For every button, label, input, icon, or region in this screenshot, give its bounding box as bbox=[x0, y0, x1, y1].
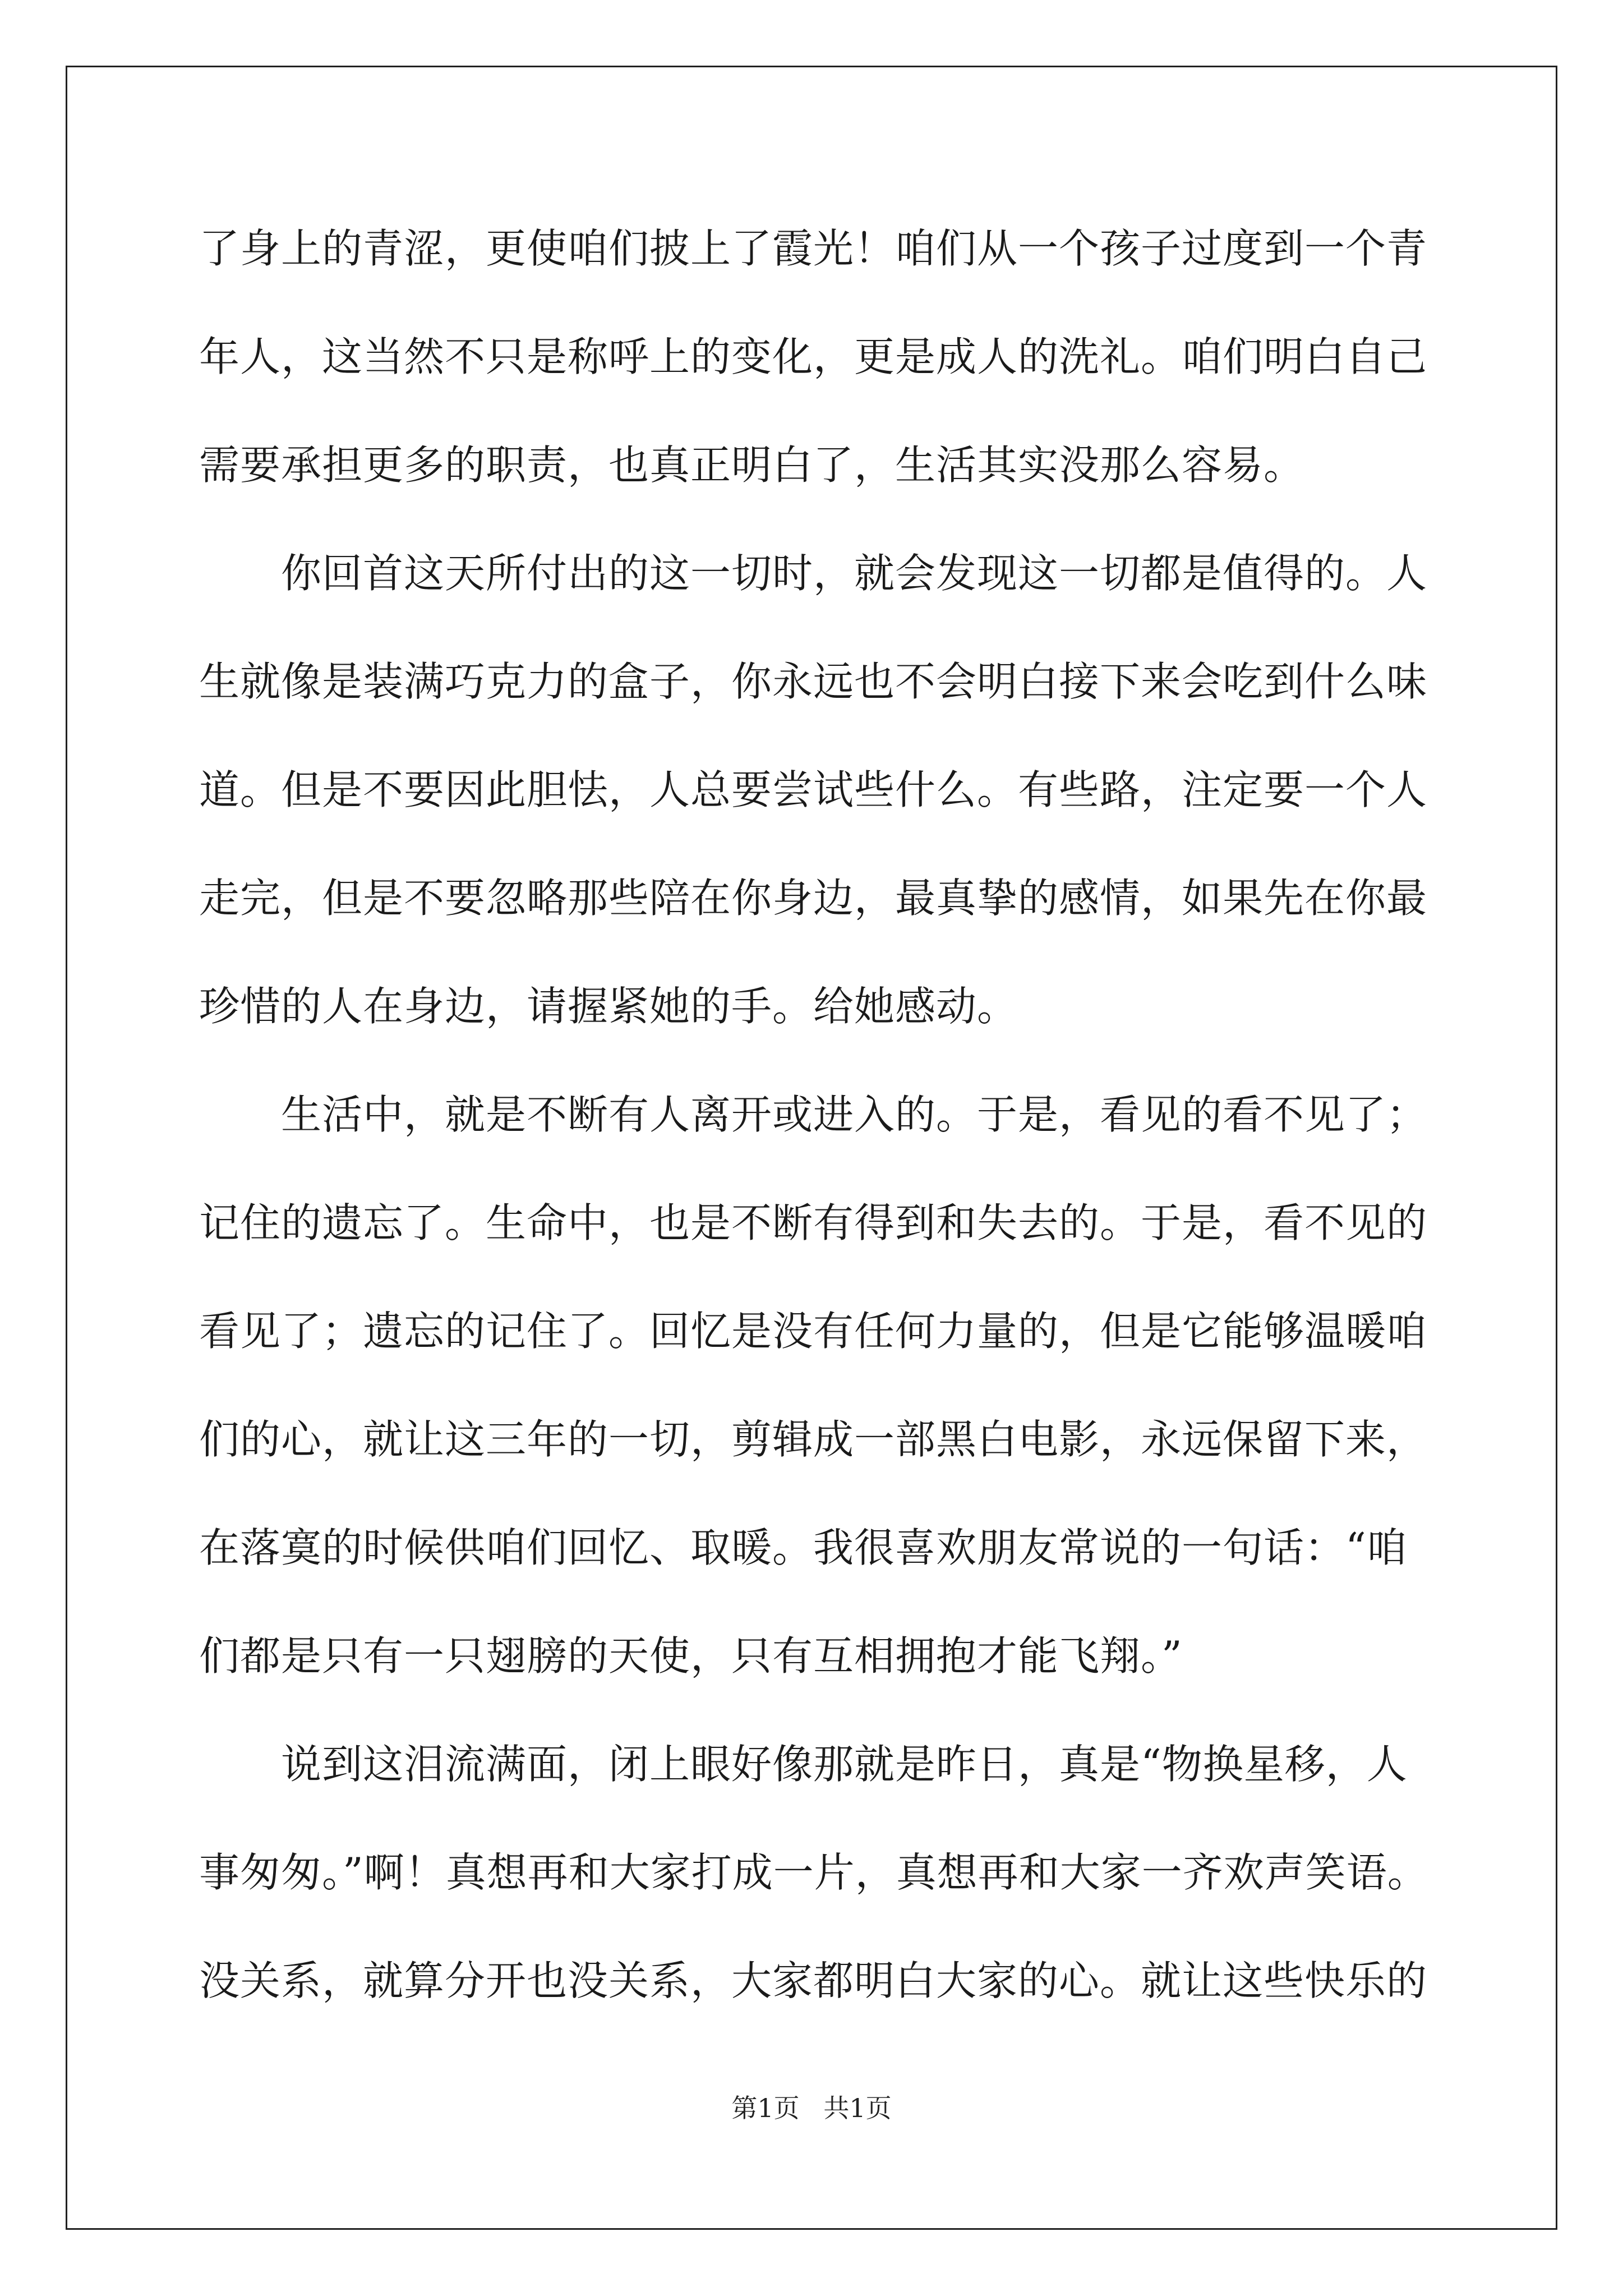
text-line: 们的心，就让这三年的一切，剪辑成一部黑白电影，永远保留下来， bbox=[199, 1416, 1428, 1463]
text-line: 了身上的青涩，更使咱们披上了霞光！咱们从一个孩子过度到一个青 bbox=[199, 225, 1428, 272]
page-number: 第1页 bbox=[731, 2093, 800, 2123]
text-line: 看见了；遗忘的记住了。回忆是没有任何力量的，但是它能够温暖咱 bbox=[199, 1308, 1428, 1355]
text-line: 们都是只有一只翅膀的天使，只有互相拥抱才能飞翔。” bbox=[199, 1632, 1183, 1680]
text-line: 事匆匆。”啊！真想再和大家打成一片，真想再和大家一齐欢声笑语。 bbox=[199, 1849, 1428, 1896]
text-line: 在落寞的时候供咱们回忆、取暖。我很喜欢朋友常说的一句话：“咱 bbox=[199, 1524, 1408, 1571]
page-footer bbox=[0, 2091, 1623, 2125]
text-line: 需要承担更多的职责，也真正明白了，生活其实没那么容易。 bbox=[199, 441, 1305, 489]
text-line: 走完，但是不要忽略那些陪在你身边，最真挚的感情，如果先在你最 bbox=[199, 875, 1428, 922]
page-total: 共1页 bbox=[823, 2093, 892, 2123]
text-line: 没关系，就算分开也没关系，大家都明白大家的心。就让这些快乐的 bbox=[199, 1957, 1428, 2004]
text-line: 珍惜的人在身边，请握紧她的手。给她感动。 bbox=[199, 983, 1018, 1030]
text-line: 说到这泪流满面，闭上眼好像那就是昨日，真是“物换星移，人 bbox=[199, 1741, 1408, 1788]
text-line: 生就像是装满巧克力的盒子，你永远也不会明白接下来会吃到什么味 bbox=[199, 658, 1428, 705]
text-line: 道。但是不要因此胆怯，人总要尝试些什么。有些路，注定要一个人 bbox=[199, 766, 1428, 813]
page-border bbox=[66, 66, 1557, 2230]
text-line: 记住的遗忘了。生命中，也是不断有得到和失去的。于是，看不见的 bbox=[199, 1199, 1428, 1246]
text-line: 年人，这当然不只是称呼上的变化，更是成人的洗礼。咱们明白自己 bbox=[199, 333, 1428, 380]
text-line: 你回首这天所付出的这一切时，就会发现这一切都是值得的。人 bbox=[199, 550, 1428, 597]
text-line: 生活中，就是不断有人离开或进入的。于是，看见的看不见了； bbox=[199, 1091, 1428, 1138]
